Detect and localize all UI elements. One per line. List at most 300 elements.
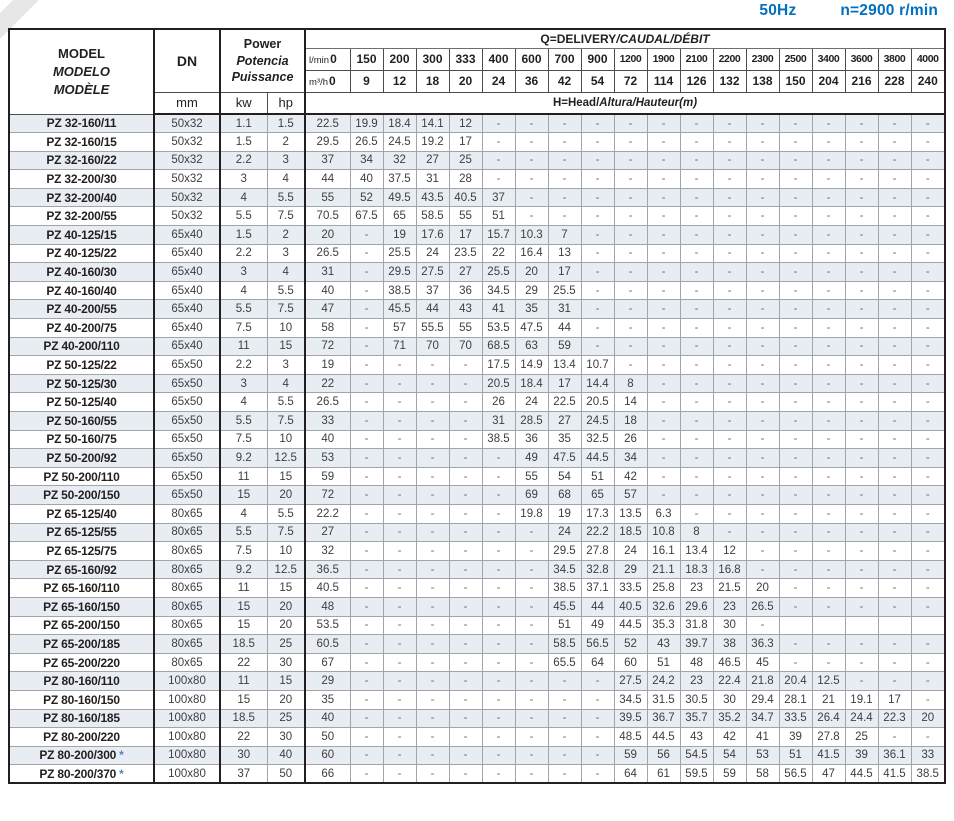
dn-column-header: DN	[154, 29, 220, 92]
head-value-cell: -	[845, 635, 878, 654]
head-value-cell: 37	[305, 151, 350, 170]
kw-cell: 15	[220, 486, 267, 505]
kw-cell: 7.5	[220, 319, 267, 338]
head-value-cell: -	[812, 597, 845, 616]
table-row	[9, 653, 945, 672]
flow-lmin-cell: 3400	[812, 48, 845, 70]
head-value-cell: 54	[713, 746, 746, 765]
head-value-cell: -	[449, 728, 482, 747]
head-value-cell: -	[878, 560, 911, 579]
head-value-cell: -	[515, 114, 548, 133]
flow-m3h-cell: 24	[482, 70, 515, 92]
head-value-cell: 30	[713, 690, 746, 709]
head-value-cell: -	[779, 133, 812, 152]
head-value-cell: -	[482, 653, 515, 672]
head-header	[305, 92, 945, 114]
head-value-cell: -	[713, 523, 746, 542]
head-value-cell: -	[647, 133, 680, 152]
head-value-cell: -	[845, 597, 878, 616]
kw-cell: 11	[220, 337, 267, 356]
hp-cell: 15	[267, 337, 305, 356]
head-value-cell: -	[647, 170, 680, 189]
head-value-cell: -	[746, 523, 779, 542]
head-value-cell: 52	[614, 635, 647, 654]
head-value-cell: 56.5	[581, 635, 614, 654]
head-value-cell: 41.5	[812, 746, 845, 765]
head-value-cell: 31.5	[647, 690, 680, 709]
head-value-cell: -	[449, 635, 482, 654]
dn-cell: 65x50	[154, 393, 220, 412]
head-value-cell: -	[779, 300, 812, 319]
head-value-cell	[779, 616, 812, 635]
kw-cell: 18.5	[220, 635, 267, 654]
kw-cell: 37	[220, 765, 267, 784]
kw-cell: 30	[220, 746, 267, 765]
head-value-cell: -	[911, 207, 945, 226]
head-value-cell: 35.7	[680, 709, 713, 728]
head-value-cell: -	[845, 281, 878, 300]
head-value-cell: 43	[449, 300, 482, 319]
kw-cell: 22	[220, 653, 267, 672]
head-value-cell: -	[350, 635, 383, 654]
head-value-cell: 72	[305, 486, 350, 505]
flow-m3h-cell: 54	[581, 70, 614, 92]
head-value-cell: 29.6	[680, 597, 713, 616]
kw-cell: 4	[220, 393, 267, 412]
dn-cell: 80x65	[154, 542, 220, 561]
head-value-cell: -	[482, 151, 515, 170]
head-value-cell: -	[911, 486, 945, 505]
head-value-cell: 26.5	[305, 393, 350, 412]
head-value-cell: 32.5	[581, 430, 614, 449]
head-value-cell: -	[614, 244, 647, 263]
dn-cell: 65x50	[154, 356, 220, 375]
kw-cell: 18.5	[220, 709, 267, 728]
head-value-cell: -	[581, 319, 614, 338]
head-value-cell: -	[383, 616, 416, 635]
head-value-cell: -	[746, 226, 779, 245]
model-cell: PZ 80-200/370 *	[9, 765, 154, 784]
head-value-cell: -	[911, 560, 945, 579]
head-value-cell: 51	[779, 746, 812, 765]
head-value-cell: -	[878, 151, 911, 170]
head-value-cell: -	[680, 412, 713, 431]
head-value-cell: -	[746, 244, 779, 263]
head-value-cell: -	[878, 374, 911, 393]
head-value-cell: -	[779, 412, 812, 431]
hp-cell: 4	[267, 263, 305, 282]
head-value-cell: 34.5	[614, 690, 647, 709]
pump-performance-table	[8, 28, 946, 784]
dn-cell: 65x50	[154, 374, 220, 393]
model-cell: PZ 80-160/150	[9, 690, 154, 709]
kw-header: kw	[220, 92, 267, 114]
table-row	[9, 746, 945, 765]
kw-cell: 4	[220, 504, 267, 523]
head-value-cell: 65	[383, 207, 416, 226]
kw-cell: 2.2	[220, 151, 267, 170]
flow-lmin-cell: 2100	[680, 48, 713, 70]
head-value-cell: -	[812, 281, 845, 300]
head-value-cell: -	[911, 393, 945, 412]
head-value-cell: -	[845, 319, 878, 338]
head-value-cell: -	[713, 356, 746, 375]
head-value-cell: -	[581, 244, 614, 263]
head-value-cell: 36	[449, 281, 482, 300]
head-value-cell: -	[779, 244, 812, 263]
head-value-cell: -	[482, 672, 515, 691]
head-value-cell: -	[647, 412, 680, 431]
head-value-cell: -	[746, 207, 779, 226]
dn-cell: 80x65	[154, 560, 220, 579]
head-value-cell: -	[614, 281, 647, 300]
head-value-cell: -	[350, 430, 383, 449]
head-value-cell: 39.5	[614, 709, 647, 728]
head-value-cell: 37.1	[581, 579, 614, 598]
head-value-cell: -	[713, 188, 746, 207]
table-row	[9, 523, 945, 542]
head-value-cell: -	[878, 449, 911, 468]
head-value-cell: -	[911, 412, 945, 431]
model-cell: PZ 50-200/92	[9, 449, 154, 468]
head-value-cell: 44	[581, 597, 614, 616]
head-value-cell: -	[713, 504, 746, 523]
head-value-cell: -	[746, 467, 779, 486]
hp-cell: 30	[267, 728, 305, 747]
head-value-cell: -	[515, 170, 548, 189]
head-value-cell: -	[779, 393, 812, 412]
model-cell: PZ 32-160/22	[9, 151, 154, 170]
head-value-cell: -	[911, 133, 945, 152]
head-value-cell: 14	[614, 393, 647, 412]
head-value-cell: -	[779, 523, 812, 542]
head-value-cell: -	[680, 319, 713, 338]
head-value-cell: 51	[548, 616, 581, 635]
dn-cell: 50x32	[154, 207, 220, 226]
head-value-cell: -	[713, 170, 746, 189]
model-cell: PZ 50-160/55	[9, 412, 154, 431]
head-value-cell: 36.7	[647, 709, 680, 728]
head-value-cell: -	[515, 151, 548, 170]
head-value-cell: -	[383, 635, 416, 654]
model-cell: PZ 32-200/30	[9, 170, 154, 189]
table-row	[9, 207, 945, 226]
head-value-cell: -	[911, 281, 945, 300]
head-value-cell: 34.5	[548, 560, 581, 579]
kw-cell: 9.2	[220, 449, 267, 468]
head-value-cell: 31	[305, 263, 350, 282]
head-value-cell: 17	[878, 690, 911, 709]
flow-m3h-cell: 12	[383, 70, 416, 92]
hp-cell: 5.5	[267, 281, 305, 300]
head-value-cell: 35	[548, 430, 581, 449]
head-header-italic: Altura/Hauteur(m)	[599, 96, 698, 109]
head-value-cell: 12	[713, 542, 746, 561]
head-value-cell: -	[746, 356, 779, 375]
head-value-cell: -	[878, 504, 911, 523]
head-value-cell: -	[680, 151, 713, 170]
delivery-header-italic: /CAUDAL/DÉBIT	[616, 31, 710, 46]
table-row	[9, 467, 945, 486]
head-value-cell: -	[812, 412, 845, 431]
head-value-cell	[878, 616, 911, 635]
head-value-cell: -	[647, 226, 680, 245]
hp-cell: 4	[267, 374, 305, 393]
head-value-cell: -	[746, 319, 779, 338]
head-value-cell: -	[515, 579, 548, 598]
head-value-cell: -	[812, 374, 845, 393]
table-row	[9, 319, 945, 338]
head-value-cell: -	[812, 263, 845, 282]
head-value-cell: -	[812, 133, 845, 152]
head-value-cell: 13.4	[680, 542, 713, 561]
head-value-cell: -	[614, 114, 647, 133]
head-value-cell: -	[878, 728, 911, 747]
flow-m3h-cell: 36	[515, 70, 548, 92]
head-value-cell: 68.5	[482, 337, 515, 356]
head-value-cell: 25.5	[482, 263, 515, 282]
head-value-cell: -	[383, 765, 416, 784]
head-value-cell: 29.5	[383, 263, 416, 282]
head-value-cell: 14.1	[416, 114, 449, 133]
flow-m3h-cell: 20	[449, 70, 482, 92]
table-row	[9, 672, 945, 691]
head-value-cell: 53	[746, 746, 779, 765]
head-value-cell: -	[911, 449, 945, 468]
head-value-cell: 40	[350, 170, 383, 189]
head-value-cell: 27.8	[581, 542, 614, 561]
head-value-cell: -	[515, 746, 548, 765]
table-row	[9, 226, 945, 245]
head-value-cell: -	[779, 597, 812, 616]
head-value-cell: 61	[647, 765, 680, 784]
head-value-cell: -	[779, 226, 812, 245]
head-value-cell: 19	[305, 356, 350, 375]
head-value-cell: 53.5	[305, 616, 350, 635]
hp-cell: 3	[267, 151, 305, 170]
head-value-cell: 25	[845, 728, 878, 747]
hp-cell: 5.5	[267, 393, 305, 412]
head-value-cell: 43.5	[416, 188, 449, 207]
flow-m3h-cell: 138	[746, 70, 779, 92]
dn-unit-header: mm	[154, 92, 220, 114]
head-value-cell: 38.5	[911, 765, 945, 784]
dn-cell: 65x40	[154, 244, 220, 263]
head-value-cell: -	[746, 114, 779, 133]
head-value-cell: -	[647, 393, 680, 412]
head-value-cell: -	[449, 504, 482, 523]
kw-cell: 11	[220, 672, 267, 691]
head-value-cell: -	[482, 746, 515, 765]
model-cell: PZ 80-160/110	[9, 672, 154, 691]
head-value-cell: -	[350, 412, 383, 431]
kw-cell: 15	[220, 690, 267, 709]
head-value-cell: -	[515, 765, 548, 784]
head-value-cell: -	[878, 467, 911, 486]
hp-cell: 20	[267, 690, 305, 709]
model-cell: PZ 50-160/75	[9, 430, 154, 449]
head-value-cell: -	[911, 728, 945, 747]
model-cell: PZ 32-160/11	[9, 114, 154, 133]
head-value-cell: -	[779, 560, 812, 579]
head-value-cell: -	[449, 597, 482, 616]
head-value-cell: 33	[305, 412, 350, 431]
head-value-cell: -	[482, 560, 515, 579]
head-value-cell: -	[416, 467, 449, 486]
head-value-cell: 35	[305, 690, 350, 709]
head-value-cell: -	[812, 244, 845, 263]
head-value-cell: 47	[812, 765, 845, 784]
model-header-es: MODELO	[52, 63, 111, 79]
head-value-cell: -	[416, 746, 449, 765]
head-value-cell: -	[812, 430, 845, 449]
flow-m3h-cell: 126	[680, 70, 713, 92]
head-value-cell: 10.3	[515, 226, 548, 245]
head-value-cell: -	[845, 226, 878, 245]
head-value-cell: -	[878, 597, 911, 616]
head-value-cell: -	[416, 597, 449, 616]
head-value-cell: -	[746, 151, 779, 170]
head-value-cell: -	[680, 281, 713, 300]
flow-lmin-cell: 1200	[614, 48, 647, 70]
head-value-cell: -	[647, 151, 680, 170]
head-value-cell	[911, 616, 945, 635]
head-value-cell: -	[350, 337, 383, 356]
head-value-cell: -	[878, 542, 911, 561]
model-cell: PZ 80-160/185	[9, 709, 154, 728]
head-value-cell: -	[350, 523, 383, 542]
head-value-cell: -	[878, 412, 911, 431]
flow-lmin-cell: 600	[515, 48, 548, 70]
head-value-cell: 14.9	[515, 356, 548, 375]
power-header-fr: Puissance	[231, 69, 294, 84]
head-value-cell: 45.5	[383, 300, 416, 319]
head-value-cell: -	[878, 337, 911, 356]
head-value-cell: -	[548, 728, 581, 747]
head-value-cell: -	[548, 170, 581, 189]
head-value-cell: -	[449, 486, 482, 505]
hp-cell: 4	[267, 170, 305, 189]
head-value-cell: -	[911, 337, 945, 356]
table-row	[9, 300, 945, 319]
model-cell: PZ 65-125/55	[9, 523, 154, 542]
kw-cell: 2.2	[220, 244, 267, 263]
head-value-cell: 20	[305, 226, 350, 245]
head-value-cell: 48	[680, 653, 713, 672]
head-value-cell: -	[680, 337, 713, 356]
head-value-cell: 24	[548, 523, 581, 542]
head-value-cell: -	[581, 226, 614, 245]
head-value-cell: 22.5	[548, 393, 581, 412]
head-value-cell: -	[383, 467, 416, 486]
head-value-cell: -	[680, 188, 713, 207]
head-value-cell: -	[449, 393, 482, 412]
head-value-cell: -	[449, 746, 482, 765]
head-value-cell: -	[812, 449, 845, 468]
hp-cell: 5.5	[267, 504, 305, 523]
hp-cell: 7.5	[267, 523, 305, 542]
head-value-cell: -	[911, 319, 945, 338]
head-value-cell: 24	[614, 542, 647, 561]
head-value-cell: -	[383, 672, 416, 691]
head-value-cell: -	[416, 486, 449, 505]
head-value-cell: -	[845, 300, 878, 319]
head-value-cell: 59	[713, 765, 746, 784]
head-value-cell: -	[878, 653, 911, 672]
head-value-cell: 49	[581, 616, 614, 635]
head-value-cell: 18.3	[680, 560, 713, 579]
head-value-cell: 38.5	[548, 579, 581, 598]
head-value-cell: -	[581, 170, 614, 189]
head-value-cell: 50	[305, 728, 350, 747]
head-value-cell: -	[680, 430, 713, 449]
head-value-cell: -	[581, 728, 614, 747]
dn-cell: 65x50	[154, 486, 220, 505]
head-value-cell: -	[713, 244, 746, 263]
head-value-cell: -	[383, 579, 416, 598]
head-value-cell: -	[845, 542, 878, 561]
head-value-cell: 20	[911, 709, 945, 728]
head-value-cell: 44	[305, 170, 350, 189]
head-value-cell: 60	[305, 746, 350, 765]
head-value-cell: 29	[515, 281, 548, 300]
head-value-cell: 23.5	[449, 244, 482, 263]
head-value-cell: 22.2	[305, 504, 350, 523]
head-value-cell: 35.3	[647, 616, 680, 635]
head-value-cell: -	[713, 281, 746, 300]
head-value-cell: -	[581, 114, 614, 133]
table-row	[9, 170, 945, 189]
head-value-cell: 19	[383, 226, 416, 245]
head-value-cell: 25.5	[383, 244, 416, 263]
hp-cell: 30	[267, 653, 305, 672]
kw-cell: 5.5	[220, 300, 267, 319]
head-value-cell: 27	[548, 412, 581, 431]
head-value-cell: -	[812, 579, 845, 598]
head-value-cell: -	[746, 374, 779, 393]
head-value-cell: -	[383, 746, 416, 765]
head-value-cell: 47.5	[515, 319, 548, 338]
model-column-header	[9, 29, 154, 114]
head-value-cell: -	[449, 449, 482, 468]
table-row	[9, 374, 945, 393]
head-value-cell: 37	[416, 281, 449, 300]
head-value-cell: -	[878, 244, 911, 263]
model-cell: PZ 32-200/55	[9, 207, 154, 226]
table-row	[9, 151, 945, 170]
head-value-cell: 59	[614, 746, 647, 765]
head-value-cell: -	[713, 412, 746, 431]
head-value-cell: -	[416, 449, 449, 468]
flow-m3h-cell: m³/h0	[305, 70, 350, 92]
head-value-cell: 58	[746, 765, 779, 784]
head-value-cell: -	[647, 356, 680, 375]
head-value-cell: -	[350, 263, 383, 282]
head-value-cell: 24.2	[647, 672, 680, 691]
head-value-cell	[812, 616, 845, 635]
hp-cell: 5.5	[267, 188, 305, 207]
model-cell: PZ 32-200/40	[9, 188, 154, 207]
flow-m3h-cell: 150	[779, 70, 812, 92]
head-value-cell: -	[515, 690, 548, 709]
head-value-cell: -	[416, 579, 449, 598]
head-value-cell: 17.6	[416, 226, 449, 245]
head-value-cell: -	[878, 356, 911, 375]
head-value-cell: -	[911, 635, 945, 654]
hp-cell: 12.5	[267, 560, 305, 579]
head-value-cell: -	[746, 170, 779, 189]
head-value-cell: -	[680, 133, 713, 152]
